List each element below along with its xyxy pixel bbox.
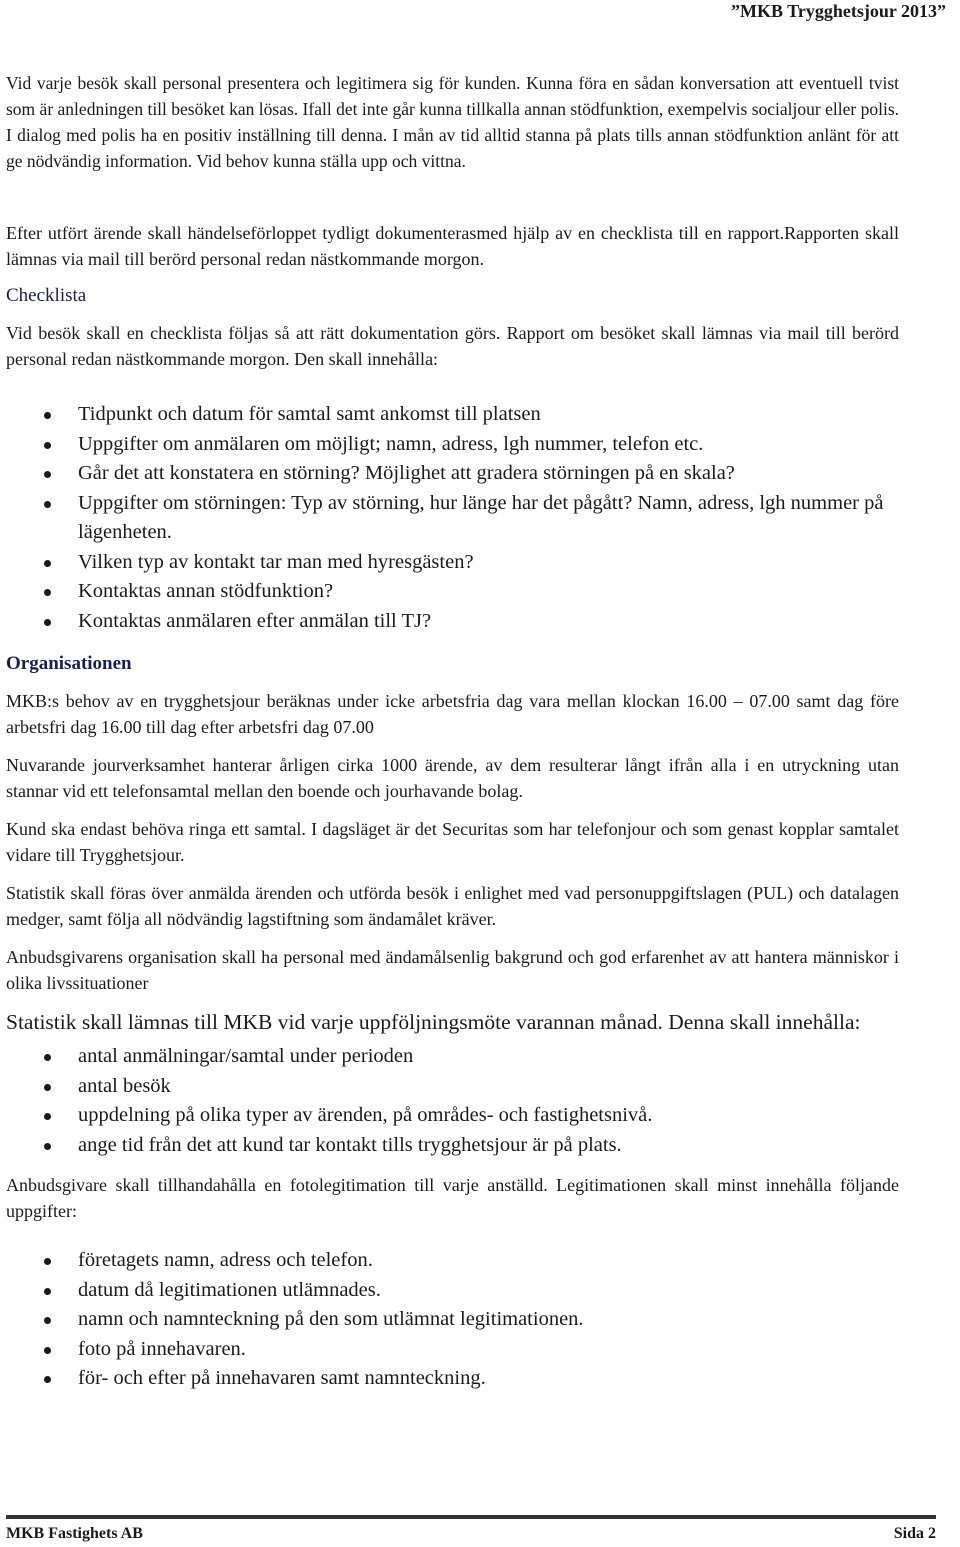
bullet-icon xyxy=(44,560,51,567)
list-item: Kontaktas anmälaren efter anmälan till TJ? xyxy=(6,607,899,637)
list-item: Går det att konstatera en störning? Möjlighet att gradera störningen på en skala? xyxy=(6,459,899,489)
intro-paragraph: Vid varje besök skall personal presentera och legitimera sig för kunden. Kunna föra en sådan konversation att eventuell tvist som är anledningen till besöket kan lösas. Ifall det inte går kunna tillkalla annan stödfunktion, exempelvis socialjour eller polis. I dialog med polis ha en positiv inställning till denna. I mån av tid alltid stanna på plats tills annan stödfunktion anlänt för att ge nödvändig information. Vid behov kunna ställa upp och vittna. xyxy=(6,73,899,171)
organisation-paragraph-staff: Anbudsgivarens organisation skall ha personal med ändamålsenlig bakgrund och god erfarenhet av att hantera människor i olika livssituationer xyxy=(6,947,899,993)
header-title: ”MKB Trygghetsjour 2013” xyxy=(731,1,946,21)
organisation-paragraph-call: Kund ska endast behöva ringa ett samtal. I dagsläget är det Securitas som har telefonjour och som genast kopplar samtalet vidare till Trygghetsjour. xyxy=(6,819,899,865)
legitimation-list xyxy=(6,1246,899,1394)
list-item: Uppgifter om störningen: Typ av störning, hur länge har det pågått? Namn, adress, lgh nummer på lägenheten. xyxy=(6,489,899,548)
bullet-icon xyxy=(44,1143,51,1150)
organisation-heading: Organisationen xyxy=(6,653,132,674)
list-item: Kontaktas annan stödfunktion? xyxy=(6,577,899,607)
statistics-intro: Statistik skall lämnas till MKB vid varje uppföljningsmöte varannan månad. Denna skall innehålla: xyxy=(6,1010,861,1034)
bullet-icon xyxy=(44,442,51,449)
bullet-icon xyxy=(44,1054,51,1061)
list-item: foto på innehavaren. xyxy=(6,1335,899,1365)
list-item: ange tid från det att kund tar kontakt tills trygghetsjour är på plats. xyxy=(6,1131,899,1161)
list-item: företagets namn, adress och telefon. xyxy=(6,1246,899,1276)
list-item: Uppgifter om anmälaren om möjligt; namn, adress, lgh nummer, telefon etc. xyxy=(6,430,899,460)
checklist-heading: Checklista xyxy=(6,285,87,306)
list-item: namn och namnteckning på den som utlämnat legitimationen. xyxy=(6,1305,899,1335)
statistics-list xyxy=(6,1042,899,1160)
bullet-icon xyxy=(44,471,51,478)
organisation-paragraph-hours: MKB:s behov av en trygghetsjour beräknas under icke arbetsfria dag vara mellan klockan 16.00 – 07.00 samt dag före arbetsfri dag 16.00 till dag efter arbetsfri dag 07.00 xyxy=(6,691,899,737)
list-item: uppdelning på olika typer av ärenden, på områdes- och fastighetsnivå. xyxy=(6,1101,899,1131)
bullet-icon xyxy=(44,1113,51,1120)
list-item: antal anmälningar/samtal under perioden xyxy=(6,1042,899,1072)
bullet-icon xyxy=(44,1317,51,1324)
bullet-icon xyxy=(44,1258,51,1265)
list-item: Tidpunkt och datum för samtal samt ankomst till platsen xyxy=(6,400,899,430)
document-body xyxy=(6,70,899,1394)
bullet-icon xyxy=(44,412,51,419)
footer-divider xyxy=(6,1515,936,1519)
list-item: för- och efter på innehavaren samt namnteckning. xyxy=(6,1364,899,1394)
list-item: Vilken typ av kontakt tar man med hyresgästen? xyxy=(6,548,899,578)
organisation-paragraph-statistics: Statistik skall föras över anmälda ärenden och utförda besök i enlighet med vad personuppgiftslagen (PUL) och datalagen medger, samt följa all nödvändig lagstiftning som ändamålet kräver. xyxy=(6,883,899,929)
report-paragraph: Efter utfört ärende skall händelseförloppet tydligt dokumenterasmed hjälp av en checklista till en rapport.Rapporten skall lämnas via mail till berörd personal redan nästkommande morgon. xyxy=(6,223,899,269)
footer-page-number: Sida 2 xyxy=(893,1525,936,1542)
bullet-icon xyxy=(44,1376,51,1383)
checklist-intro: Vid besök skall en checklista följas så att rätt dokumentation görs. Rapport om besöket skall lämnas via mail till berörd personal redan nästkommande morgon. Den skall innehålla: xyxy=(6,323,899,369)
bullet-icon xyxy=(44,589,51,596)
bullet-icon xyxy=(44,1347,51,1354)
checklist-list xyxy=(6,400,899,636)
bullet-icon xyxy=(44,1288,51,1295)
list-item: datum då legitimationen utlämnades. xyxy=(6,1276,899,1306)
list-item: antal besök xyxy=(6,1072,899,1102)
organisation-paragraph-volume: Nuvarande jourverksamhet hanterar årligen cirka 1000 ärende, av dem resulterar långt ifrån alla i en utryckning utan stannar vid ett telefonsamtal mellan den boende och jourhavande bolag. xyxy=(6,755,899,801)
legitimation-intro: Anbudsgivare skall tillhandahålla en fotolegitimation till varje anställd. Legitimationen skall minst innehålla följande uppgifter: xyxy=(6,1175,899,1221)
bullet-icon xyxy=(44,1084,51,1091)
footer-company: MKB Fastighets AB xyxy=(6,1525,143,1542)
bullet-icon xyxy=(44,619,51,626)
bullet-icon xyxy=(44,501,51,508)
